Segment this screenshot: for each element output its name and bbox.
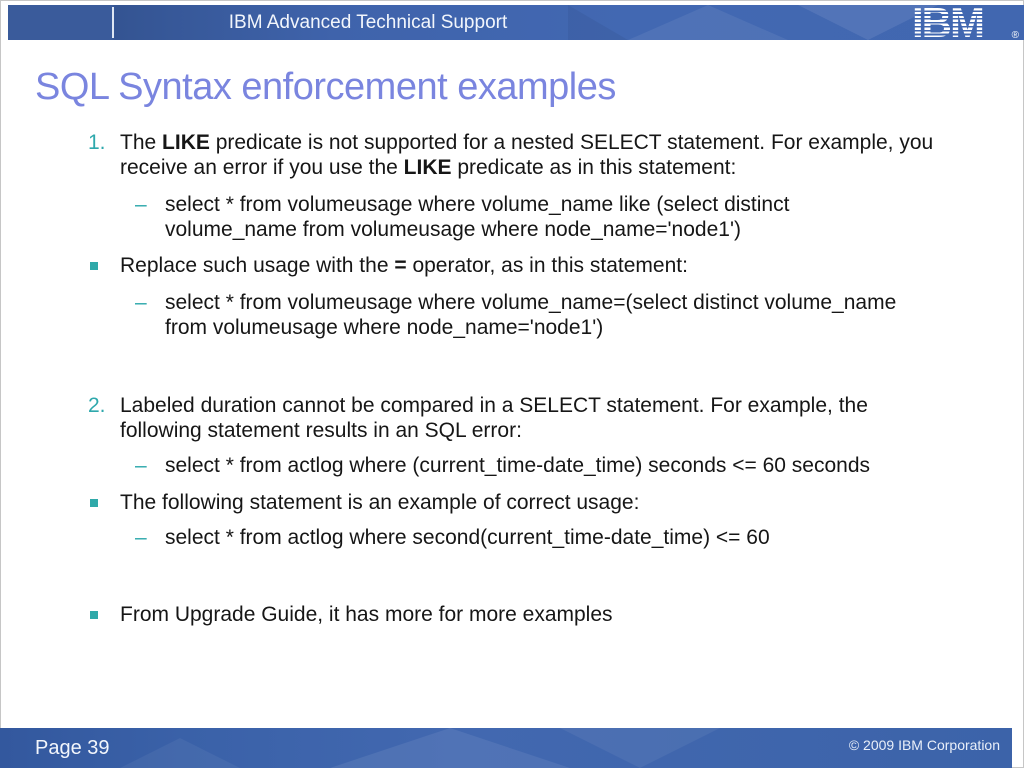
text-segment: From Upgrade Guide, it has more for more examples [120, 603, 613, 626]
list-number: 2. [88, 394, 106, 417]
text-segment: The following statement is an example of correct usage: [120, 491, 640, 514]
bullet-item-text [120, 602, 910, 627]
bullet-item-text [120, 253, 910, 278]
dash-bullet: – [135, 193, 147, 216]
bullet-item [88, 602, 948, 627]
ibm-wordmark: IBM [912, 0, 983, 46]
text-segment-bold: LIKE [403, 156, 452, 179]
square-bullet-icon [90, 262, 98, 270]
sql-example-text [165, 453, 913, 478]
square-bullet-icon [90, 611, 98, 619]
page-title: SQL Syntax enforcement examples [35, 66, 616, 108]
text-segment: Labeled duration cannot be compared in a SELECT statement. For example, the following statement results in an SQL error: [120, 394, 868, 442]
list-item-1 [88, 130, 948, 180]
text-segment-bold: LIKE [162, 131, 210, 154]
dash-bullet: – [135, 454, 147, 477]
header-title: IBM Advanced Technical Support [228, 12, 508, 33]
footer-bar [0, 728, 1012, 768]
text-segment: Replace such usage with the [120, 254, 395, 277]
dash-bullet: – [135, 526, 147, 549]
bullet-item-text [120, 490, 910, 515]
ibm-logo-icon [912, 0, 1019, 46]
sql-example [88, 525, 948, 550]
text-segment: select * from actlog where (current_time-date_time) seconds <= 60 seconds [165, 454, 871, 477]
copyright: © 2009 IBM Corporation [848, 737, 1000, 753]
text-segment-bold: = [394, 254, 407, 277]
bullet-item [88, 253, 948, 278]
sql-example-text [165, 192, 913, 242]
slide-content [88, 130, 948, 627]
text-segment: operator, as in this statement: [406, 254, 688, 277]
sql-example-text [165, 525, 913, 550]
bullet-item [88, 490, 948, 515]
sql-example [88, 192, 948, 242]
text-segment: The [120, 131, 163, 154]
text-segment: select * from actlog where second(current_time-date_time) <= 60 [165, 526, 770, 549]
dash-bullet: – [135, 291, 147, 314]
page-number: Page 39 [35, 737, 110, 759]
registered-trademark-icon: ® [1011, 30, 1019, 41]
header-bar [8, 0, 1024, 46]
list-item-text [120, 130, 938, 180]
sql-example [88, 453, 948, 478]
list-item-text [120, 393, 938, 443]
text-segment: predicate is not supported for a nested SELECT statement. For example, you receive an error if you use the [120, 131, 934, 179]
sql-example-text [165, 290, 913, 340]
sql-example [88, 290, 948, 340]
text-segment: predicate as in this statement: [451, 156, 737, 179]
square-bullet-icon [90, 499, 98, 507]
text-segment: select * from volumeusage where volume_name=(select distinct volume_name from volumeusage where node_name='node1') [165, 291, 897, 339]
text-segment: select * from volumeusage where volume_name like (select distinct volume_name from volumeusage where node_name='node1') [165, 193, 790, 241]
list-item-2 [88, 393, 948, 443]
list-number: 1. [88, 131, 106, 154]
